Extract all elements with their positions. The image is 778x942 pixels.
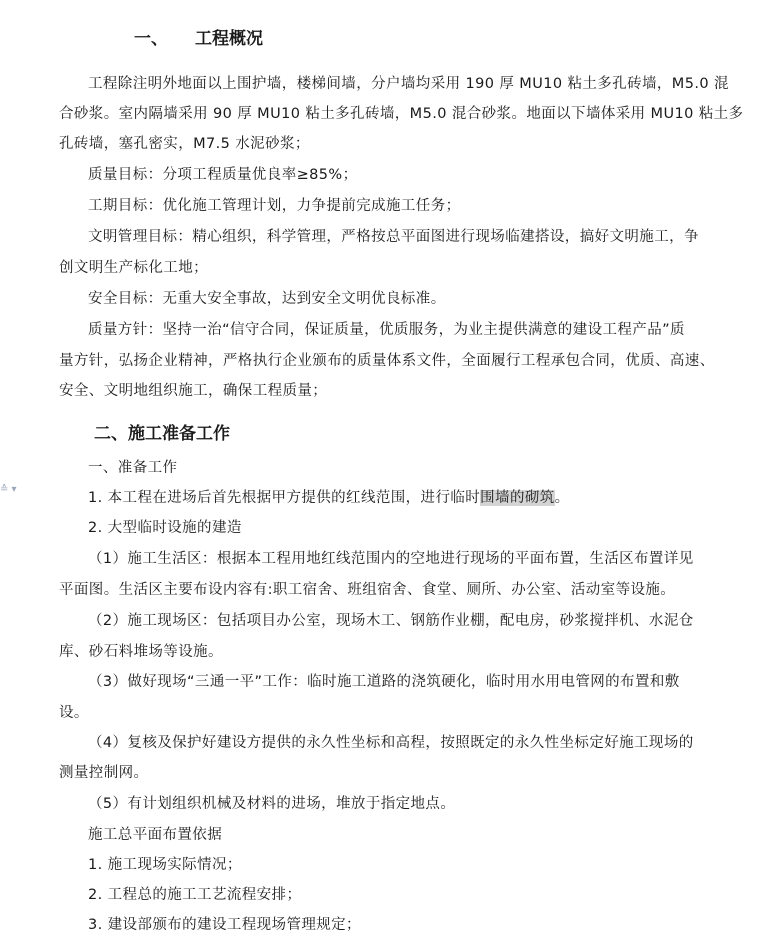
civil-target-line: 文明管理目标：精心组织，科学管理，严格按总平面图进行现场临建搭设，搞好文明施工，争 xyxy=(88,229,699,245)
overview-line: 合砂浆。室内隔墙采用 90 厚 MU10 粘土多孔砖墙，M5.0 混合砂浆。地面以下墙体采用 MU10 粘土多 xyxy=(59,106,744,122)
subsection-title: 一、准备工作 xyxy=(88,460,178,476)
margin-marker-icon[interactable]: ≙ ▾ xyxy=(0,484,17,495)
quality-policy-line: 安全、文明地组织施工，确保工程质量； xyxy=(59,383,328,399)
section-title-overview: 工程概况 xyxy=(195,29,263,49)
quality-target: 质量目标：分项工程质量优良率≥85%； xyxy=(88,167,358,183)
prep-item-1 xyxy=(88,486,570,507)
facility-line: （1）施工生活区：根据本工程用地红线范围内的空地进行现场的平面布置，生活区布置详见 xyxy=(88,551,694,567)
facility-line: （5）有计划组织机械及材料的进场，堆放于指定地点。 xyxy=(88,796,456,812)
facility-line: 设。 xyxy=(59,705,89,721)
quality-policy-line: 质量方针：坚持一治“信守合同，保证质量，优质服务，为业主提供满意的建设工程产品”质 xyxy=(88,322,685,338)
facility-line: （2）施工现场区：包括项目办公室，现场木工、钢筋作业棚，配电房，砂浆搅拌机、水泥仓 xyxy=(88,613,694,629)
prep-item-1-end: 。 xyxy=(554,490,570,506)
quality-policy-line: 量方针，弘扬企业精神，严格执行企业颁布的质量体系文件，全面履行工程承包合同，优质、高速、 xyxy=(59,353,715,369)
layout-basis-title: 施工总平面布置依据 xyxy=(88,827,223,843)
basis-item-3: 3. 建设部颁布的建设工程现场管理规定； xyxy=(88,917,361,933)
schedule-target: 工期目标：优化施工管理计划，力争提前完成施工任务； xyxy=(88,198,461,214)
overview-line: 孔砖墙，塞孔密实，M7.5 水泥砂浆； xyxy=(59,136,310,152)
safety-target: 安全目标：无重大安全事故，达到安全文明优良标准。 xyxy=(88,291,446,307)
facility-line: （4）复核及保护好建设方提供的永久性坐标和高程，按照既定的永久性坐标定好施工现场的 xyxy=(88,735,694,751)
overview-line: 工程除注明外地面以上围护墙，楼梯间墙，分户墙均采用 190 厚 MU10 粘土多孔砖墙，M5.0 混 xyxy=(88,76,729,92)
facility-line: 测量控制网。 xyxy=(59,765,149,781)
facility-line: 平面图。生活区主要布设内容有:职工宿舍、班组宿舍、食堂、厕所、办公室、活动室等设施。 xyxy=(59,582,676,598)
prep-item-2: 2. 大型临时设施的建造 xyxy=(88,520,242,536)
section-number-1: 一、 xyxy=(134,29,168,49)
basis-item-2: 2. 工程总的施工工艺流程安排； xyxy=(88,887,302,903)
prep-item-1-text: 1. 本工程在进场后首先根据甲方提供的红线范围，进行临时 xyxy=(88,490,481,506)
basis-item-1: 1. 施工现场实际情况； xyxy=(88,857,242,873)
facility-line: 库、砂石料堆场等设施。 xyxy=(59,644,223,660)
civil-target-line: 创文明生产标化工地； xyxy=(59,260,208,276)
text-selection-highlight[interactable]: 围墙的砌筑 xyxy=(480,490,555,506)
section-title-preparation: 二、施工准备工作 xyxy=(94,424,230,444)
facility-line: （3）做好现场“三通一平”工作：临时施工道路的浇筑硬化，临时用水用电管网的布置和敷 xyxy=(88,674,680,690)
